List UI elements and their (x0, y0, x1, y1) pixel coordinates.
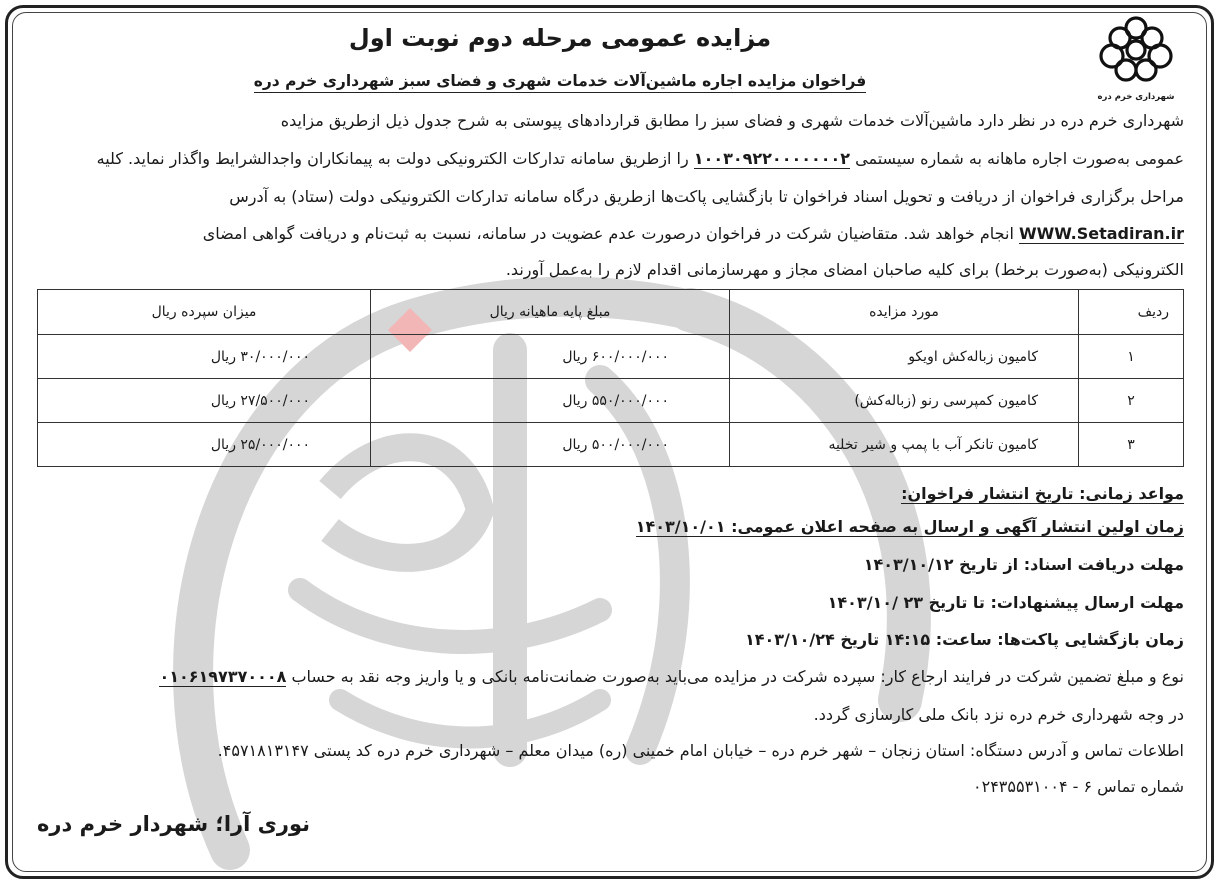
guarantee-line-2: در وجه شهرداری خرم دره نزد بانک ملی کارسازی گردد. (813, 705, 1184, 724)
page-title: مزایده عمومی مرحله دوم نوبت اول (348, 24, 772, 52)
intro-line-2a: عمومی به‌صورت اجاره ماهانه به شماره سیستمی (850, 149, 1184, 168)
header-row-number: ردیف (1079, 290, 1184, 335)
cell-base-price: ۵۰۰/۰۰۰/۰۰۰ ریال (371, 423, 730, 467)
intro-line-4 (203, 224, 1184, 243)
cell-deposit: ۲۷/۵۰۰/۰۰۰ ریال (38, 379, 371, 423)
intro-line-2 (97, 149, 1184, 168)
schedule-heading-text: مواعد زمانی: تاریخ انتشار فراخوان: (901, 484, 1184, 503)
auction-table (37, 289, 1184, 467)
intro-line-4b: انجام خواهد شد. متقاضیان شرکت در فراخوان درصورت عدم عضویت در سامانه، نسبت به ثبت‌نام و دریافت گواهی امضای (202, 224, 1019, 243)
cell-item: کامیون تانکر آب با پمپ و شیر تخلیه (730, 423, 1079, 467)
header-base-price: مبلغ پایه ماهیانه ریال (371, 290, 730, 335)
contact-phone: شماره تماس ۶ - ۰۲۴۳۵۵۳۱۰۰۴ (973, 777, 1184, 796)
municipality-emblem-icon (1090, 14, 1182, 90)
intro-line-1: شهرداری خرم دره در نظر دارد ماشین‌آلات خدمات شهری و فضای سبز را مطابق قراردادهای پیوستی به شرح جدول ذیل ازطریق مزایده (280, 111, 1184, 130)
intro-line-3: مراحل برگزاری فراخوان از دریافت و تحویل اسناد فراخوان تا بازگشایی پاکت‌ها ازطریق درگاه سامانه تدارکات الکترونیکی دولت (ستاد) به آدرس (229, 187, 1184, 206)
schedule-first-publish (636, 517, 1184, 536)
intro-line-2b: را ازطریق سامانه تدارکات الکترونیکی دولت به پیمانکاران واجدالشرایط واگذار نماید. کلیه (96, 149, 694, 168)
cell-row-number: ۲ (1079, 379, 1184, 423)
header-item: مورد مزایده (730, 290, 1079, 335)
header-deposit: میزان سپرده ریال (38, 290, 371, 335)
cell-row-number: ۱ (1079, 335, 1184, 379)
cell-base-price: ۶۰۰/۰۰۰/۰۰۰ ریال (371, 335, 730, 379)
cell-row-number: ۳ (1079, 423, 1184, 467)
schedule-offer-deadline: مهلت ارسال پیشنهادات: تا تاریخ ۲۳ /۱۴۰۳/۱۰ (827, 593, 1184, 612)
system-number: ۱۰۰۳۰۹۲۲۰۰۰۰۰۰۰۲ (693, 149, 851, 168)
guarantee-line-1 (159, 667, 1184, 686)
website-link[interactable]: WWW.Setadiran.ir (1018, 224, 1184, 243)
schedule-doc-deadline: مهلت دریافت اسناد: از تاریخ ۱۴۰۳/۱۰/۱۲ (863, 555, 1184, 574)
cell-deposit: ۲۵/۰۰۰/۰۰۰ ریال (38, 423, 371, 467)
logo-caption: شهرداری خرم دره (1097, 92, 1175, 102)
signature: نوری آرا؛ شهردار خرم دره (37, 812, 311, 836)
table-row (38, 379, 1184, 423)
subtitle-text: فراخوان مزایده اجاره ماشین‌آلات خدمات شهری و فضای سبز شهرداری خرم دره (254, 72, 867, 93)
contact-address: اطلاعات تماس و آدرس دستگاه: استان زنجان – شهر خرم دره – خیابان امام خمینی (ره) میدان معلم – شهرداری خرم دره کد پستی ۴۵۷۱۸۱۳۱۴۷. (217, 741, 1184, 760)
page-subtitle (200, 72, 920, 90)
table-row (38, 423, 1184, 467)
first-publish-text: زمان اولین انتشار آگهی و ارسال به صفحه اعلان عمومی: ۱۴۰۳/۱۰/۰۱ (635, 517, 1184, 536)
cell-base-price: ۵۵۰/۰۰۰/۰۰۰ ریال (371, 379, 730, 423)
table-row (38, 335, 1184, 379)
guarantee-text: نوع و مبلغ تضمین شرکت در فرایند ارجاع کار: سپرده شرکت در مزایده می‌باید به‌صورت ضمانت‌نامه بانکی و یا واریز وجه نقد به حساب (286, 667, 1184, 686)
cell-item: کامیون زباله‌کش اویکو (730, 335, 1079, 379)
intro-line-5: الکترونیکی (به‌صورت برخط) برای کلیه صاحبان امضای مجاز و مهرسازمانی اقدام لازم را به‌عمل آورند. (505, 260, 1184, 279)
bank-account-number: ۰۱۰۶۱۹۷۳۷۰۰۰۸ (159, 667, 287, 686)
table-header-row (38, 290, 1184, 335)
cell-item: کامیون کمپرسی رنو (زباله‌کش) (730, 379, 1079, 423)
schedule-heading (901, 484, 1184, 503)
cell-deposit: ۳۰/۰۰۰/۰۰۰ ریال (38, 335, 371, 379)
municipality-logo (1086, 14, 1186, 102)
schedule-opening: زمان بازگشایی پاکت‌ها: ساعت: ۱۴:۱۵ تاریخ ۱۴۰۳/۱۰/۲۴ (744, 630, 1184, 649)
